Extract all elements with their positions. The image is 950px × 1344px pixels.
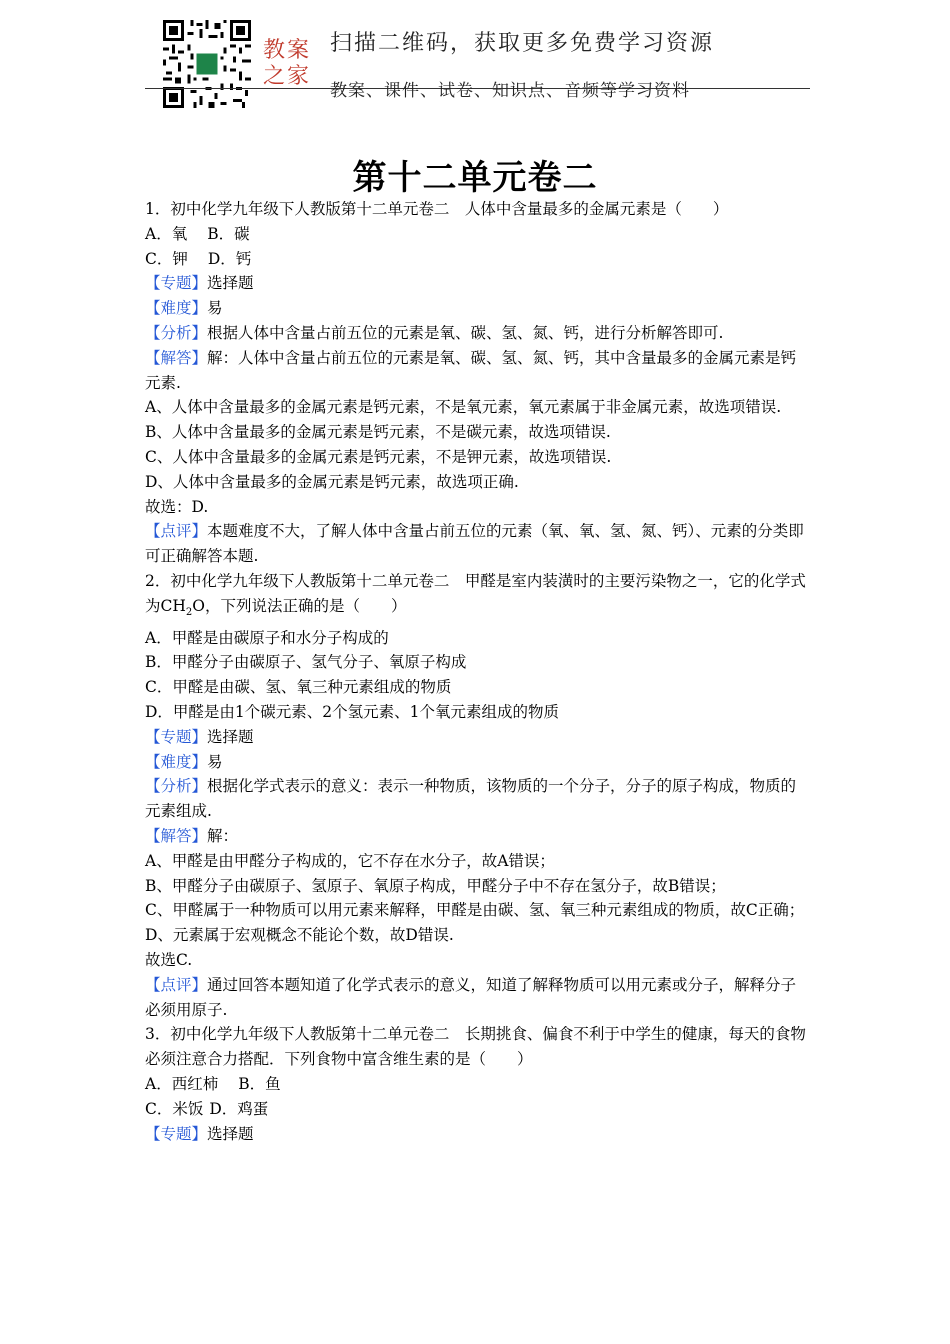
q1-topic bbox=[145, 271, 809, 296]
q1-option-c: C．钾 bbox=[145, 249, 188, 268]
q2-analysis-text: 根据化学式表示的意义：表示一种物质，该物质的一个分子，分子的原子构成，物质的元素组成. bbox=[145, 777, 797, 821]
q1-stem: 1．初中化学九年级下人教版第十二单元卷二 人体中含量最多的金属元素是（ ） bbox=[145, 200, 729, 218]
header-banner bbox=[145, 18, 810, 128]
q1-analysis bbox=[145, 321, 809, 346]
q2-answer bbox=[145, 824, 809, 849]
q2-answer-line-c: C、甲醛属于一种物质可以用元素来解释，甲醛是由碳、氢、氧三种元素组成的物质，故C正确； bbox=[145, 901, 805, 920]
q1-comment-text: 本题难度不大，了解人体中含量占前五位的元素（氧、氧、氢、氮、钙）、元素的分类即可正确解答本题. bbox=[145, 522, 804, 566]
analysis-tag: 【分析】 bbox=[145, 777, 208, 796]
q1-comment bbox=[145, 519, 809, 569]
analysis-tag: 【分析】 bbox=[145, 323, 208, 342]
q2-difficulty bbox=[145, 750, 809, 775]
q3-option-b: B．鱼 bbox=[238, 1074, 281, 1093]
q2-choice: 故选C. bbox=[145, 951, 193, 969]
q2-difficulty-value: 易 bbox=[207, 752, 223, 771]
q2-answer-text: 解： bbox=[207, 827, 239, 846]
q2-stem bbox=[145, 569, 809, 626]
q2-option-a: A．甲醛是由碳原子和水分子构成的 bbox=[145, 628, 389, 647]
q1-difficulty-value: 易 bbox=[207, 299, 223, 318]
q1-options-row-2 bbox=[145, 247, 809, 272]
q2-answer-line-a: A、甲醛是由甲醛分子构成的，它不存在水分子，故A错误； bbox=[145, 851, 555, 870]
q3-topic bbox=[145, 1122, 809, 1147]
q2-stem-pre: 2．初中化学九年级下人教版第十二单元卷二 甲醛是室内装潢时的主要污染物之一，它的化学式为CH bbox=[145, 571, 806, 615]
q2-answer-line-b: B、甲醛分子由碳原子、氢原子、氧原子构成，甲醛分子中不存在氢分子，故B错误； bbox=[145, 876, 726, 895]
q2-option-c: C．甲醛是由碳、氢、氧三种元素组成的物质 bbox=[145, 678, 452, 697]
q3-option-a: A．西红柿 bbox=[145, 1074, 219, 1093]
q2-comment-text: 通过回答本题知道了化学式表示的意义，知道了解释物质可以用元素或分子，解释分子必须用原子. bbox=[145, 975, 797, 1019]
qr-code-icon bbox=[163, 20, 251, 108]
q2-option-b: B．甲醛分子由碳原子、氢气分子、氧原子构成 bbox=[145, 653, 467, 672]
q1-option-d: D．钙 bbox=[207, 249, 252, 268]
q1-answer bbox=[145, 346, 809, 396]
q1-option-b: B．碳 bbox=[207, 224, 250, 243]
comment-tag: 【点评】 bbox=[145, 522, 208, 541]
q2-comment bbox=[145, 973, 809, 1023]
header-slogan: 扫描二维码，获取更多免费学习资源 bbox=[330, 31, 715, 56]
q1-answer-line-a: A、人体中含量最多的金属元素是钙元素，不是氧元素，氧元素属于非金属元素，故选项错误. bbox=[145, 398, 782, 417]
topic-tag: 【专题】 bbox=[145, 274, 208, 293]
q1-answer-line-b: B、人体中含量最多的金属元素是钙元素，不是碳元素，故选项错误. bbox=[145, 423, 611, 442]
difficulty-tag: 【难度】 bbox=[145, 299, 208, 318]
document-content bbox=[145, 197, 809, 1146]
brand-logo bbox=[263, 38, 321, 90]
q1-topic-value: 选择题 bbox=[207, 274, 254, 293]
answer-tag: 【解答】 bbox=[145, 827, 208, 846]
q1-answer-line-c: C、人体中含量最多的金属元素是钙元素，不是钾元素，故选项错误. bbox=[145, 447, 612, 466]
answer-tag: 【解答】 bbox=[145, 348, 208, 367]
q1-analysis-text: 根据人体中含量占前五位的元素是氧、碳、氢、氮、钙，进行分析解答即可. bbox=[207, 323, 724, 342]
q3-option-c: C．米饭 bbox=[145, 1099, 204, 1118]
q3-stem: 3．初中化学九年级下人教版第十二单元卷二 长期挑食、偏食不利于中学生的健康，每天的食物必须注意合力搭配．下列食物中富含维生素的是（ ） bbox=[145, 1025, 806, 1069]
q1-answer-line-d: D、人体中含量最多的金属元素是钙元素，故选项正确. bbox=[145, 472, 519, 491]
q3-option-d: D．鸡蛋 bbox=[209, 1099, 269, 1118]
topic-tag: 【专题】 bbox=[145, 727, 208, 746]
q2-topic bbox=[145, 725, 809, 750]
q1-options-row-1 bbox=[145, 222, 809, 247]
comment-tag: 【点评】 bbox=[145, 975, 208, 994]
difficulty-tag: 【难度】 bbox=[145, 752, 208, 771]
q2-topic-value: 选择题 bbox=[207, 727, 254, 746]
q3-options-row-2 bbox=[145, 1097, 809, 1122]
q2-option-d: D．甲醛是由1个碳元素、2个氢元素、1个氧元素组成的物质 bbox=[145, 703, 560, 722]
brand-line-2: 之家 bbox=[263, 64, 312, 89]
page-title: 第十二单元卷二 bbox=[352, 158, 598, 198]
q2-stem-subscript: 2 bbox=[185, 606, 193, 618]
q3-topic-value: 选择题 bbox=[207, 1124, 254, 1143]
q1-answer-text: 解：人体中含量占前五位的元素是氧、碳、氢、氮、钙，其中含量最多的金属元素是钙元素. bbox=[145, 348, 797, 392]
q1-choice: 故选：D. bbox=[145, 497, 209, 516]
q3-options-row-1 bbox=[145, 1072, 809, 1097]
q2-answer-line-d: D、元素属于宏观概念不能论个数，故D错误. bbox=[145, 926, 454, 945]
header-subslogan: 教案、课件、试卷、知识点、音频等学习资料 bbox=[330, 81, 690, 101]
q1-option-a: A．氧 bbox=[145, 224, 188, 243]
brand-line-1: 教案 bbox=[263, 38, 312, 63]
q2-analysis bbox=[145, 774, 809, 824]
q2-stem-post: O，下列说法正确的是（ ） bbox=[192, 596, 407, 615]
topic-tag: 【专题】 bbox=[145, 1124, 208, 1143]
q1-difficulty bbox=[145, 296, 809, 321]
